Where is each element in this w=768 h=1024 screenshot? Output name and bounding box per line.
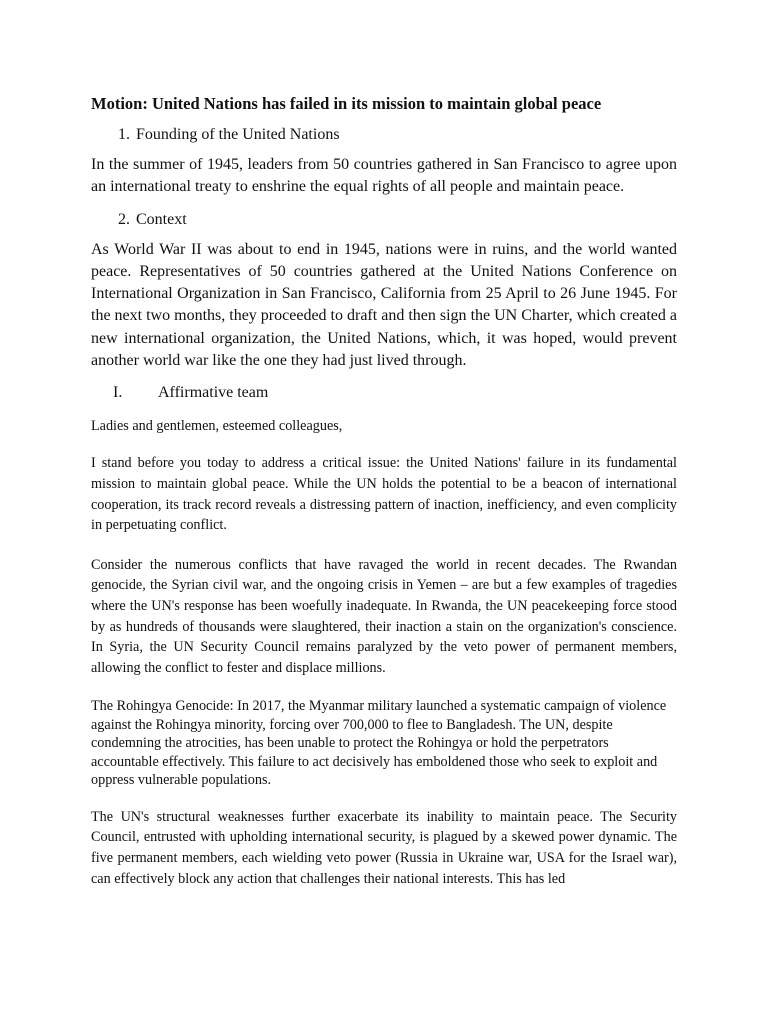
section-heading-text: Context xyxy=(136,210,187,228)
greeting-line: Ladies and gentlemen, esteemed colleagues, xyxy=(91,418,343,435)
founding-paragraph: In the summer of 1945, leaders from 50 countries gathered in San Francisco to agree upon an international treaty to enshrine the equal rights of all people and maintain peace. xyxy=(91,156,677,196)
roman-marker: I. xyxy=(113,384,123,402)
list-marker: 2. xyxy=(118,210,130,228)
affirmative-paragraph-4: The UN's structural weaknesses further exacerbate its inability to maintain peace. The Security Council, entrusted with upholding international security, is plagued by a skewed power dynamic. The five permanent members, each wielding veto power (Russia in Ukraine war, USA for the Israel war), can effectively block any action that challenges their national interests. This has led xyxy=(91,808,677,887)
context-paragraph: As World War II was about to end in 1945, nations were in ruins, and the world wanted peace. Representatives of 50 countries gathered at the United Nations Conference on International Organization in San Francisco, California from 25 April to 26 June 1945. For the next two months, they proceeded to draft and then sign the UN Charter, which created a new international organization, the United Nations, which, it was hoped, would prevent another world war like the one they had just lived through. xyxy=(91,240,677,370)
list-marker: 1. xyxy=(118,126,130,143)
affirmative-paragraph-1: I stand before you today to address a critical issue: the United Nations' failure in its fundamental mission to maintain global peace. While the UN holds the potential to be a beacon of international cooperation, its track record reveals a distressing pattern of inaction, inefficiency, and even complicity in perpetuating conflict. xyxy=(91,455,677,534)
section-heading-founding xyxy=(91,124,677,146)
section-heading-affirmative xyxy=(91,382,677,404)
section-heading-text: Founding of the United Nations xyxy=(136,126,340,143)
affirmative-paragraph-3: The Rohingya Genocide: In 2017, the Myanmar military launched a systematic campaign of violence against the Rohingya minority, forcing over 700,000 to flee to Bangladesh. The UN, despite condemning the atrocities, has been unable to protect the Rohingya or hold the perpetrators accountable effectively. This failure to act decisively has emboldened those who seek to exploit and oppress vulnerable populations. xyxy=(91,698,667,789)
section-heading-text: Affirmative team xyxy=(158,384,269,402)
motion-title: Motion: United Nations has failed in its mission to maintain global peace xyxy=(91,94,602,113)
section-heading-context xyxy=(91,209,677,231)
document-body xyxy=(91,93,677,908)
affirmative-paragraph-2: Consider the numerous conflicts that have ravaged the world in recent decades. The Rwandan genocide, the Syrian civil war, and the ongoing crisis in Yemen – are but a few examples of tragedies where the UN's response has been woefully inadequate. In Rwanda, the UN peacekeeping force stood by as hundreds of thousands were slaughtered, their inaction a stain on the organization's conscience. In Syria, the UN Security Council remains paralyzed by the veto power of permanent members, allowing the conflict to fester and displace millions. xyxy=(91,556,677,676)
